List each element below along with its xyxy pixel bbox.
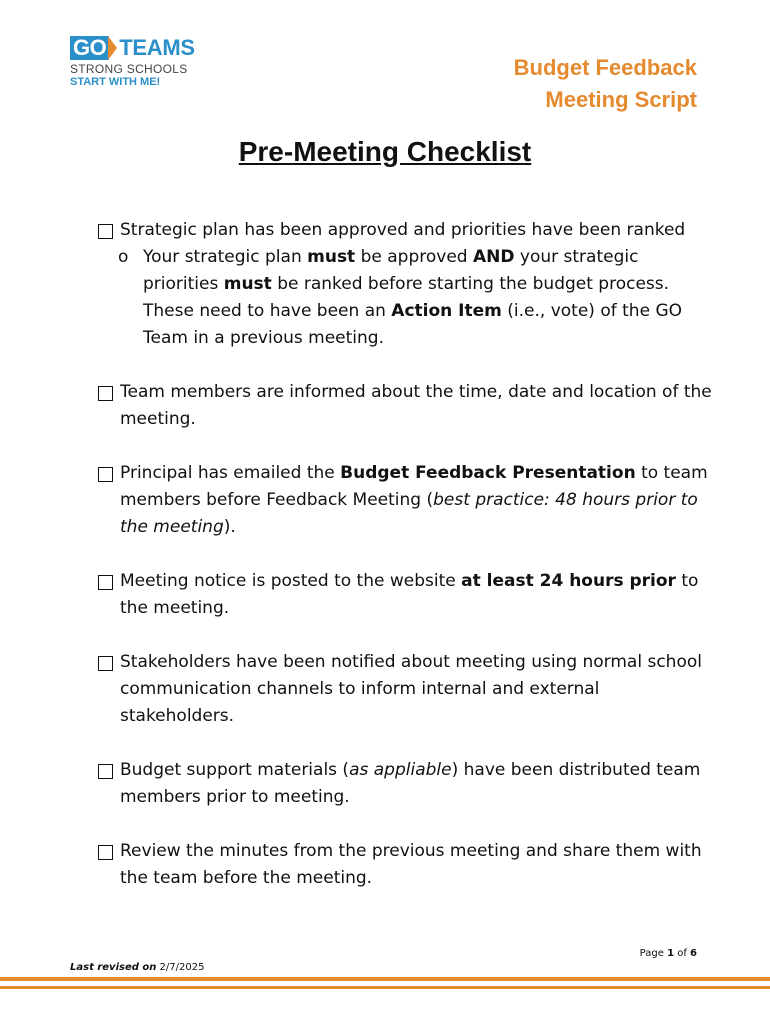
checkbox-icon[interactable] xyxy=(98,764,113,779)
document-title-line2: Meeting Script xyxy=(545,87,697,112)
emphasis-run: Budget Feedback Presentation xyxy=(340,463,636,483)
page-total: 6 xyxy=(690,948,697,959)
checklist-item-text: Stakeholders have been notified about meeting using normal school communication channels to inform internal and external stakeholders. xyxy=(120,652,702,726)
text-run: Principal has emailed the xyxy=(120,463,341,483)
document-title-line1: Budget Feedback xyxy=(513,55,697,80)
checklist-subitem xyxy=(118,244,716,352)
bullet-icon: o xyxy=(118,247,129,267)
logo-go: GO xyxy=(70,36,109,60)
checkbox-icon[interactable] xyxy=(98,467,113,482)
logo-arrow-icon xyxy=(108,36,117,60)
document-title xyxy=(514,52,697,116)
text-run: (i.e., vote) of the GO Team in a previous meeting. xyxy=(143,301,682,348)
checkbox-icon[interactable] xyxy=(98,224,113,239)
checklist-item xyxy=(96,217,716,352)
checklist-item xyxy=(96,460,716,541)
text-run: ). xyxy=(223,517,236,537)
emphasis-run: Action Item xyxy=(391,301,502,321)
emphasis-run: at least 24 hours prior xyxy=(461,571,676,591)
checklist-item xyxy=(96,379,716,433)
goteams-logo xyxy=(70,36,210,88)
text-run: be approved xyxy=(355,247,473,267)
checklist-item-text: Strategic plan has been approved and priorities have been ranked xyxy=(120,220,686,240)
checklist-item-text xyxy=(120,757,716,811)
checklist-subitem-text xyxy=(143,244,716,352)
page-prefix: Page xyxy=(639,948,668,959)
last-revised xyxy=(70,962,204,973)
checklist-item-text xyxy=(120,568,716,622)
italic-run: as appliable xyxy=(349,760,452,780)
checklist-item xyxy=(96,568,716,622)
pre-meeting-checklist xyxy=(96,217,716,919)
page-current: 1 xyxy=(667,948,675,959)
text-run: to the meeting. xyxy=(120,571,699,618)
logo-tagline-start: START WITH ME! xyxy=(70,76,161,88)
checklist-item xyxy=(96,757,716,811)
emphasis-run: AND xyxy=(472,247,515,267)
page-of: of xyxy=(674,948,691,959)
footer-rule xyxy=(0,977,770,981)
page-heading: Pre-Meeting Checklist xyxy=(238,136,532,167)
logo-teams: TEAMS xyxy=(119,35,195,60)
last-revised-label: Last revised on xyxy=(70,962,157,973)
checklist-item-text xyxy=(120,460,716,541)
page-number xyxy=(640,948,697,959)
checklist-item xyxy=(96,838,716,892)
checklist-item xyxy=(96,649,716,730)
emphasis-run: must xyxy=(223,274,272,294)
text-run: your strategic priorities xyxy=(143,247,639,294)
text-run: ) have been distributed team members prior to meeting. xyxy=(120,760,701,807)
text-run: be ranked before starting the budget process. These need to have been an xyxy=(143,274,670,321)
emphasis-run: must xyxy=(307,247,356,267)
logo-wordmark xyxy=(70,36,210,60)
checklist-item-text: Team members are informed about the time, date and location of the meeting. xyxy=(120,382,712,429)
logo-tagline-strong: STRONG SCHOOLS xyxy=(70,62,188,76)
checkbox-icon[interactable] xyxy=(98,845,113,860)
checklist-item-text: Review the minutes from the previous meeting and share them with the team before the meeting. xyxy=(120,841,702,888)
text-run: Budget support materials ( xyxy=(120,760,350,780)
checkbox-icon[interactable] xyxy=(98,575,113,590)
text-run: Your strategic plan xyxy=(143,247,308,267)
text-run: to team members before Feedback Meeting ( xyxy=(120,463,708,510)
footer-rule xyxy=(0,986,770,989)
last-revised-date: 2/7/2025 xyxy=(156,962,205,973)
italic-run: best practice: 48 hours prior to the meeting xyxy=(120,490,698,537)
checkbox-icon[interactable] xyxy=(98,386,113,401)
checkbox-icon[interactable] xyxy=(98,656,113,671)
text-run: Meeting notice is posted to the website xyxy=(120,571,462,591)
